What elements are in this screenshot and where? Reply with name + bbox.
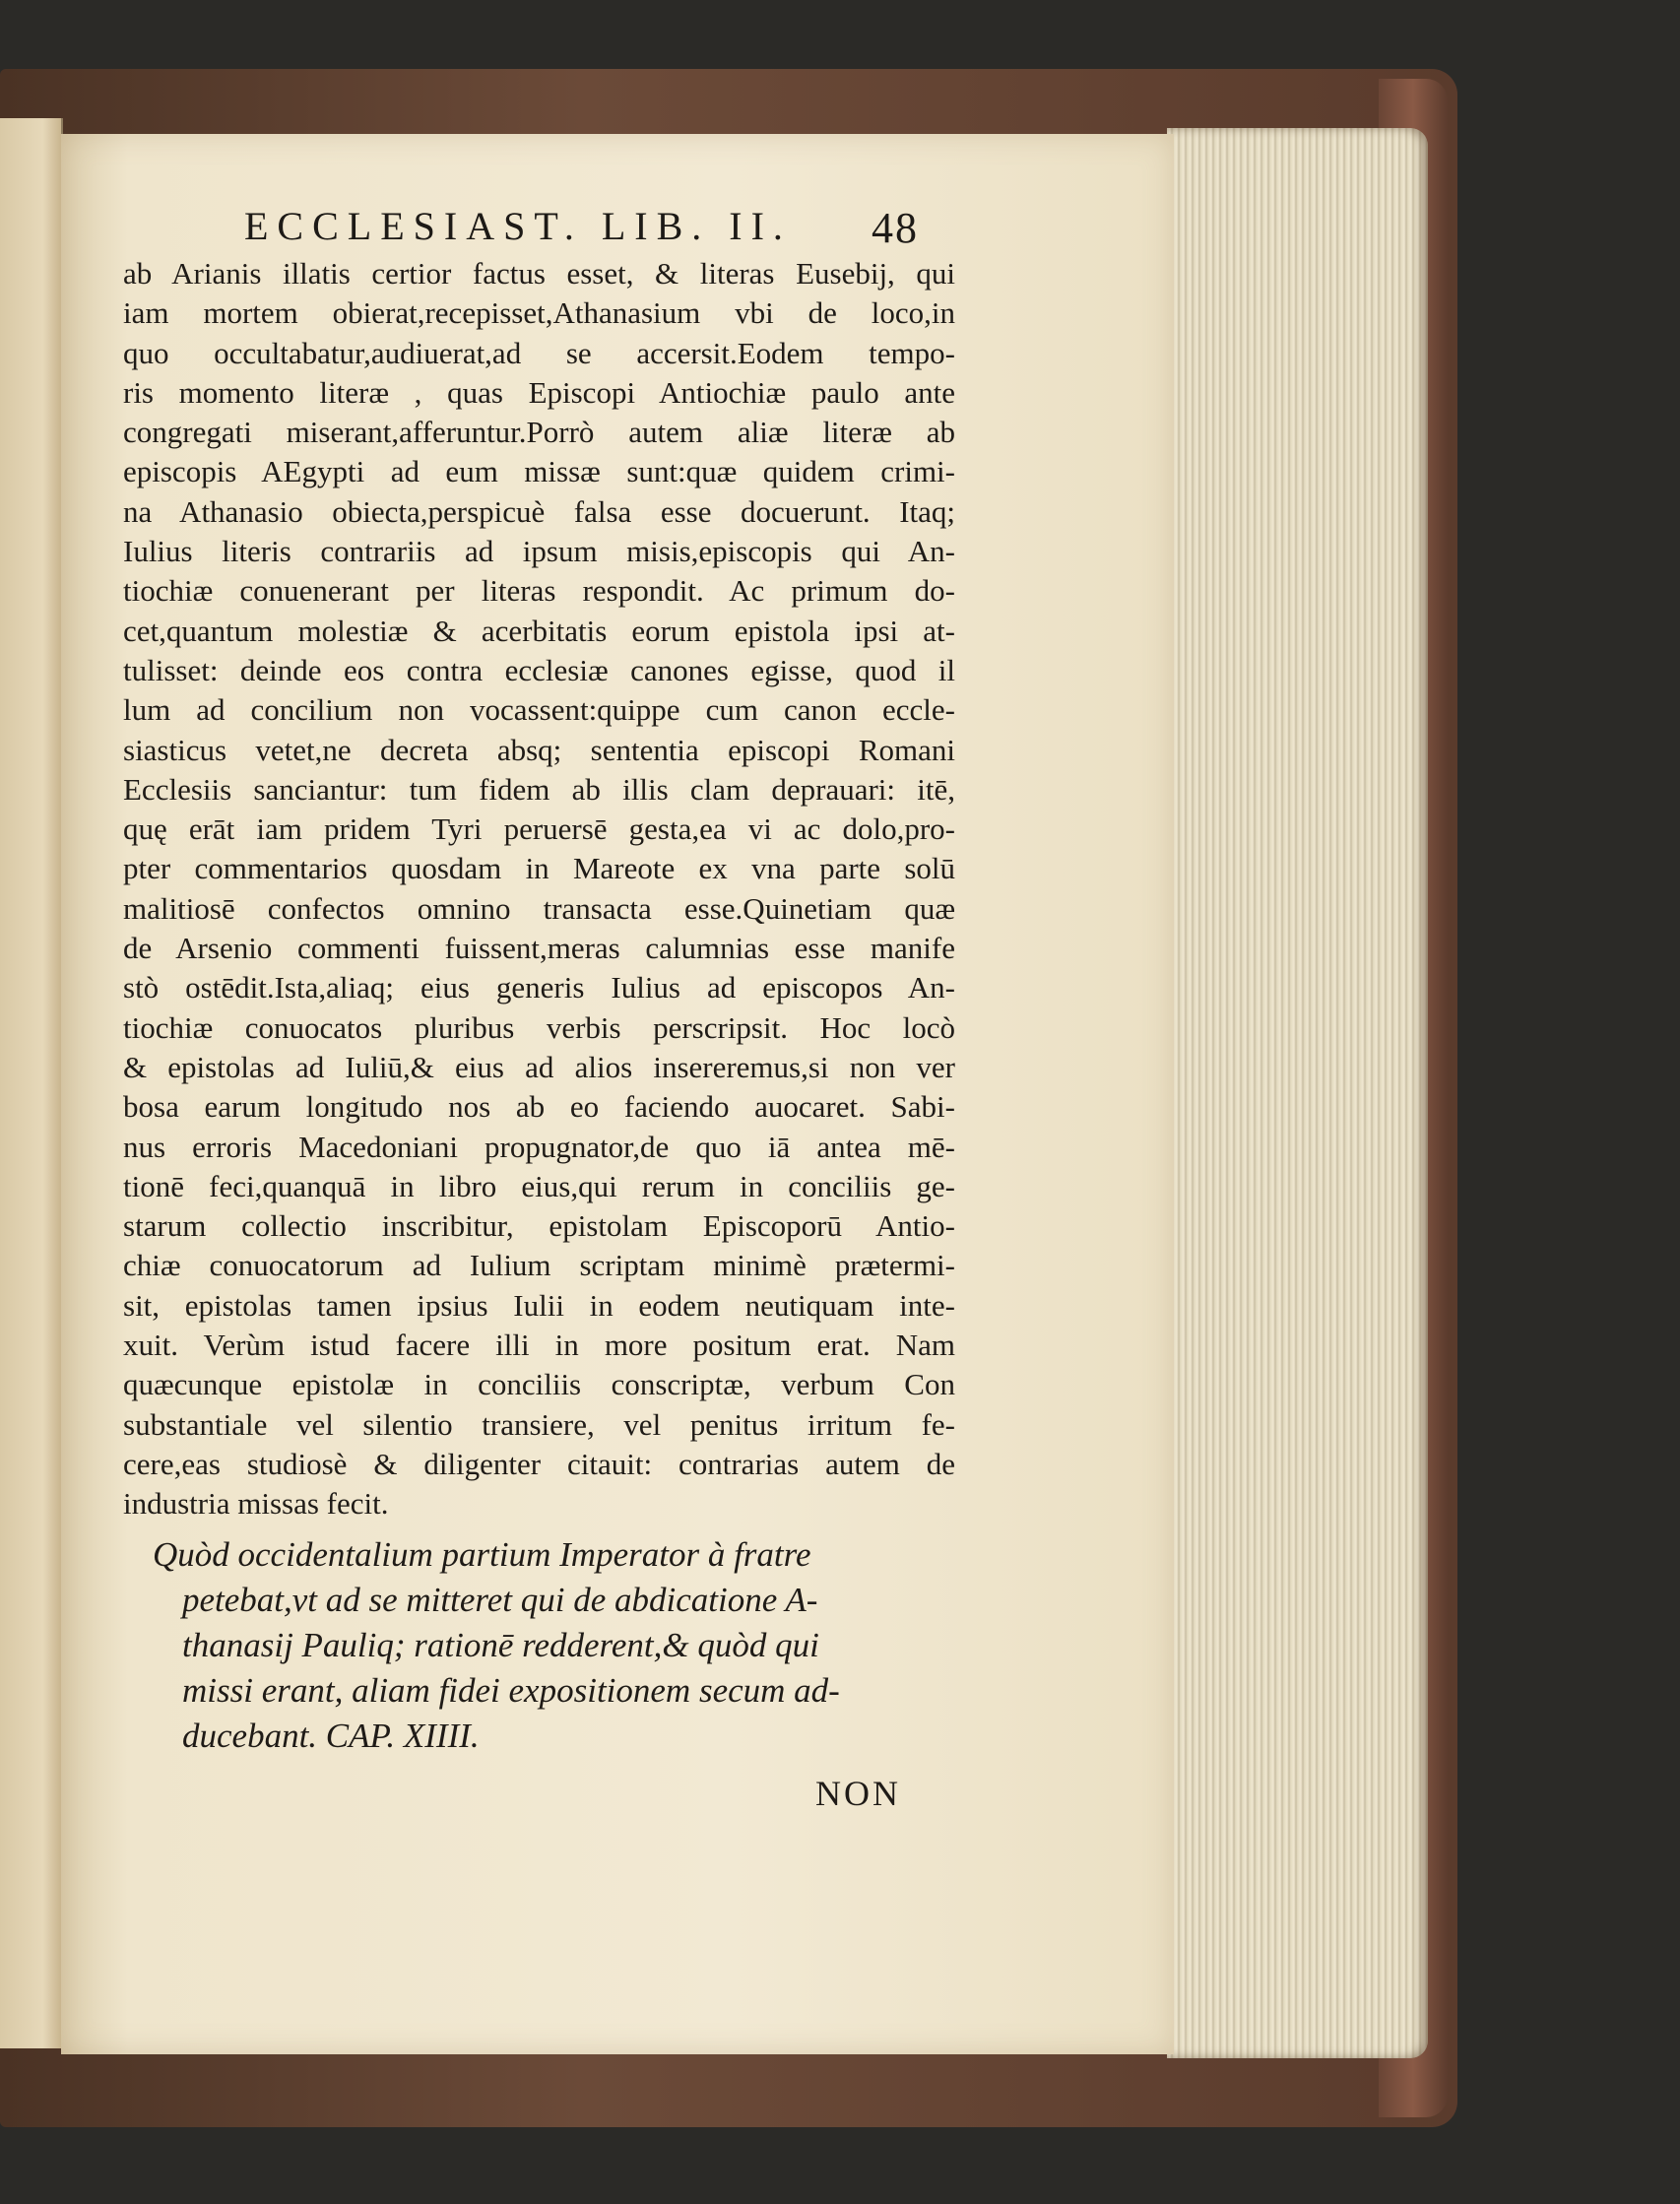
text-line: episcopis AEgypti ad eum missæ sunt:quæ quidem crimi- <box>123 454 955 489</box>
text-line: chiæ conuocatorum ad Iulium scriptam minimè prætermi- <box>123 1248 955 1283</box>
text-line: malitiosē confectos omnino transacta esse.Quinetiam quæ <box>123 890 955 926</box>
text-line: cere,eas studiosè & diligenter citauit: contrarias autem de <box>123 1446 955 1481</box>
text-line: na Athanasio obiecta,perspicuè falsa esse docuerunt. Itaq; <box>123 493 955 529</box>
text-line: industria missas fecit. <box>123 1486 389 1522</box>
running-head: ECCLESIAST. LIB. II. <box>244 204 792 248</box>
heading-line: thanasij Pauliq; rationē redderent,& quòd qui <box>182 1626 819 1664</box>
text-line: stò ostēdit.Ista,aliaq; eius generis Iulius ad episcopos An- <box>123 970 955 1005</box>
heading-line: ducebant. CAP. XIIII. <box>182 1717 480 1755</box>
text-line: congregati miserant,afferuntur.Porrò autem aliæ literæ ab <box>123 415 955 450</box>
catchword: NON <box>815 1774 901 1813</box>
text-line: siasticus vetet,ne decreta absq; sententia episcopi Romani <box>123 732 955 767</box>
text-line: tulisset: deinde eos contra ecclesiæ canones egisse, quod il <box>123 652 955 687</box>
text-line: ris momento literæ , quas Episcopi Antiochiæ paulo ante <box>123 374 955 410</box>
page-number: 48 <box>872 204 919 252</box>
text-line: lum ad concilium non vocassent:quippe cum canon eccle- <box>123 692 955 728</box>
text-line: bosa earum longitudo nos ab eo faciendo auocaret. Sabi- <box>123 1089 955 1125</box>
text-line: & epistolas ad Iuliū,& eius ad alios insereremus,si non ver <box>123 1049 955 1084</box>
text-line: quæcunque epistolæ in conciliis conscriptæ, verbum Con <box>123 1367 955 1402</box>
text-line: cet,quantum molestiæ & acerbitatis eorum epistola ipsi at- <box>123 613 955 648</box>
text-line: substantiale vel silentio transiere, vel penitus irritum fe- <box>123 1406 955 1442</box>
text-line: de Arsenio commenti fuissent,meras calumnias esse manife <box>123 931 955 966</box>
text-line: nus erroris Macedoniani propugnator,de quo iā antea mē- <box>123 1129 955 1164</box>
chapter-heading <box>153 1532 901 1759</box>
text-line: quo occultabatur,audiuerat,ad se accersit.Eodem tempo- <box>123 335 955 370</box>
text-line: Ecclesiis sanciantur: tum fidem ab illis clam deprauari: itē, <box>123 771 955 807</box>
heading-line: missi erant, aliam fidei expositionem secum ad- <box>182 1671 840 1710</box>
text-line: tiochiæ conuocatos pluribus verbis perscripsit. Hoc locò <box>123 1009 955 1045</box>
text-line: tionē feci,quanquā in libro eius,qui rerum in conciliis ge- <box>123 1168 955 1203</box>
text-line: iam mortem obierat,recepisset,Athanasium vbi de loco,in <box>123 295 955 331</box>
heading-line: petebat,vt ad se mitteret qui de abdicatione A- <box>182 1581 818 1619</box>
facing-page-edge <box>0 118 63 2048</box>
text-line: tiochiæ conuenerant per literas respondit. Ac primum do- <box>123 573 955 609</box>
text-line: pter commentarios quosdam in Mareote ex vna parte solū <box>123 851 955 886</box>
text-line: Iulius literis contrariis ad ipsum misis,episcopis qui An- <box>123 534 955 569</box>
text-line: sit, epistolas tamen ipsius Iulii in eodem neutiquam inte- <box>123 1287 955 1323</box>
text-line: quę erāt iam pridem Tyri peruersē gesta,ea vi ac dolo,pro- <box>123 811 955 847</box>
body-text <box>123 254 955 1524</box>
text-line: xuit. Verùm istud facere illi in more positum erat. Nam <box>123 1328 955 1363</box>
page-fore-edge <box>1167 128 1428 2058</box>
heading-line: Quòd occidentalium partium Imperator à fratre <box>153 1535 811 1574</box>
text-line: ab Arianis illatis certior factus esset, & literas Eusebij, qui <box>123 256 955 291</box>
text-line: starum collectio inscribitur, epistolam Episcoporū Antio- <box>123 1208 955 1244</box>
